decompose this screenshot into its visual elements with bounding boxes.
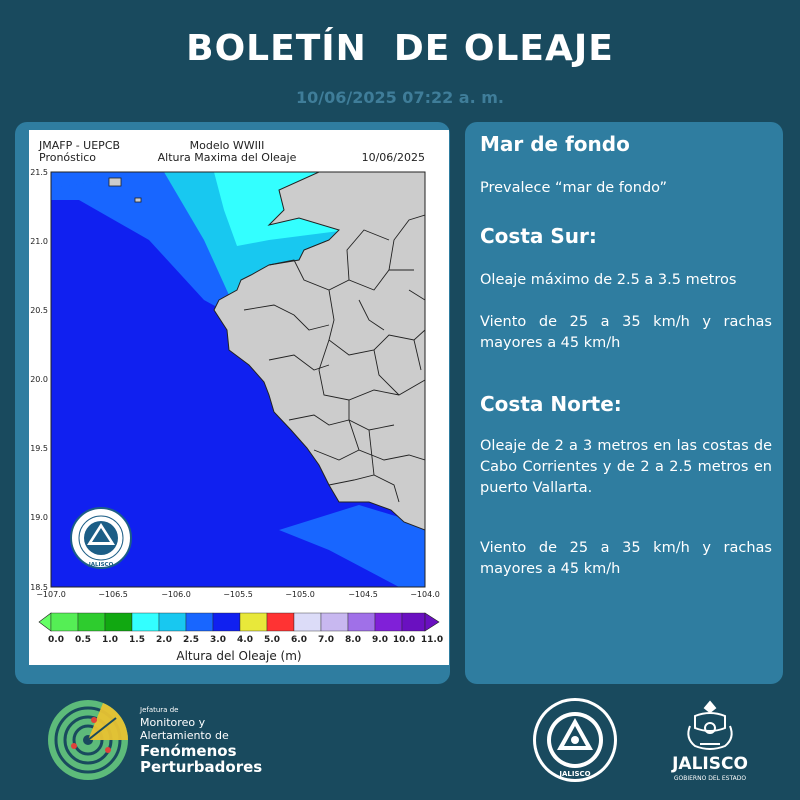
lat-tick: 20.0 bbox=[30, 375, 48, 384]
colorbar-swatch bbox=[159, 613, 186, 631]
colorbar-swatch bbox=[132, 613, 159, 631]
lat-tick: 21.0 bbox=[30, 237, 48, 246]
info-panel bbox=[465, 122, 783, 684]
map-header-left-2: Pronóstico bbox=[39, 151, 97, 164]
lon-tick: −106.5 bbox=[98, 590, 128, 599]
colorbar-label: 6.0 bbox=[291, 635, 307, 645]
lat-tick: 20.5 bbox=[30, 306, 48, 315]
colorbar-label: 1.5 bbox=[129, 635, 145, 645]
colorbar-swatch bbox=[105, 613, 132, 631]
section-title-mar-de-fondo: Mar de fondo bbox=[480, 132, 630, 156]
colorbar bbox=[39, 613, 439, 631]
colorbar-swatch bbox=[321, 613, 348, 631]
colorbar-swatch bbox=[375, 613, 402, 631]
colorbar-label: 2.5 bbox=[183, 635, 199, 645]
lat-tick: 21.5 bbox=[30, 168, 48, 177]
map-header-center-1: Modelo WWIII bbox=[189, 139, 265, 152]
section-title-costa-norte: Costa Norte: bbox=[480, 392, 622, 416]
jalisco-name: JALISCO bbox=[672, 754, 748, 774]
colorbar-swatch bbox=[186, 613, 213, 631]
colorbar-swatch bbox=[51, 613, 78, 631]
costa-sur-wave-text: Oleaje máximo de 2.5 a 3.5 metros bbox=[480, 272, 737, 288]
longitude-axis bbox=[36, 590, 440, 599]
map-header-left-1: JMAFP - UEPCB bbox=[39, 139, 121, 152]
colorbar-left-arrow bbox=[39, 613, 51, 631]
colorbar-label: 0.0 bbox=[48, 635, 64, 645]
costa-sur-wind-text: Viento de 25 a 35 km/h y rachas mayores a 45 km/h bbox=[480, 314, 772, 351]
colorbar-label: 0.5 bbox=[75, 635, 91, 645]
colorbar-swatch bbox=[294, 613, 321, 631]
section-title-costa-sur: Costa Sur: bbox=[480, 224, 597, 248]
costa-norte-wind-text: Viento de 25 a 35 km/h y rachas mayores a 45 km/h bbox=[480, 540, 772, 577]
monitoreo-line-3: Fenómenos bbox=[140, 742, 237, 760]
colorbar-label: 5.0 bbox=[264, 635, 280, 645]
colorbar-swatch bbox=[267, 613, 294, 631]
colorbar-title: Altura del Oleaje (m) bbox=[176, 649, 302, 663]
colorbar-label: 9.0 bbox=[372, 635, 388, 645]
monitoreo-small: Jefatura de bbox=[140, 706, 179, 714]
monitoreo-line-4: Perturbadores bbox=[140, 758, 263, 776]
jalisco-subtitle: GOBIERNO DEL ESTADO bbox=[673, 775, 747, 782]
colorbar-label: 11.0 bbox=[420, 635, 444, 645]
latitude-axis bbox=[30, 168, 48, 592]
colorbar-swatch bbox=[402, 613, 425, 631]
monitoreo-logo bbox=[48, 698, 278, 782]
colorbar-label: 3.0 bbox=[210, 635, 226, 645]
bulletin-title: BOLETÍN DE OLEAJE bbox=[186, 28, 614, 69]
map-civil-protection-seal bbox=[71, 508, 131, 568]
colorbar-swatch bbox=[240, 613, 267, 631]
colorbar-label: 8.0 bbox=[345, 635, 361, 645]
colorbar-labels bbox=[48, 635, 443, 645]
lat-tick: 19.5 bbox=[30, 444, 48, 453]
section-text-mar-de-fondo: Prevalece “mar de fondo” bbox=[480, 180, 668, 196]
colorbar-label: 1.0 bbox=[102, 635, 118, 645]
lat-tick: 19.0 bbox=[30, 513, 48, 522]
radar-icon bbox=[48, 700, 128, 780]
lon-tick: −105.5 bbox=[223, 590, 253, 599]
lon-tick: −104.0 bbox=[410, 590, 440, 599]
costa-norte-wave-text: Oleaje de 2 a 3 metros en las costas de Cabo Corrientes y de 2 a 2.5 metros en puerto Vallarta. bbox=[480, 438, 772, 496]
uepcb-seal-bottom: JALISCO bbox=[559, 770, 591, 778]
bulletin-date: 10/06/2025 07:22 a. m. bbox=[295, 88, 504, 107]
colorbar-swatch bbox=[213, 613, 240, 631]
map-seal-bottom: JALISCO bbox=[88, 562, 114, 568]
monitoreo-line-2: Alertamiento de bbox=[140, 729, 229, 742]
colorbar-label: 2.0 bbox=[156, 635, 172, 645]
map-panel bbox=[15, 122, 450, 684]
lat-tick: 18.5 bbox=[30, 583, 48, 592]
lon-tick: −107.0 bbox=[36, 590, 66, 599]
uepcb-seal-logo bbox=[527, 696, 623, 784]
map-header-center-2: Altura Maxima del Oleaje bbox=[157, 151, 297, 164]
lon-tick: −105.0 bbox=[285, 590, 315, 599]
colorbar-right-arrow bbox=[425, 613, 439, 631]
lon-tick: −104.5 bbox=[348, 590, 378, 599]
colorbar-label: 4.0 bbox=[237, 635, 253, 645]
map-header-right: 10/06/2025 bbox=[361, 151, 425, 164]
jalisco-government-logo bbox=[655, 698, 765, 784]
wave-height-figure bbox=[29, 130, 449, 665]
colorbar-swatch bbox=[78, 613, 105, 631]
lon-tick: −106.0 bbox=[161, 590, 191, 599]
monitoreo-line-1: Monitoreo y bbox=[140, 716, 206, 729]
colorbar-swatch bbox=[348, 613, 375, 631]
colorbar-label: 10.0 bbox=[392, 635, 416, 645]
jalisco-crest-icon bbox=[688, 702, 731, 749]
colorbar-label: 7.0 bbox=[318, 635, 334, 645]
